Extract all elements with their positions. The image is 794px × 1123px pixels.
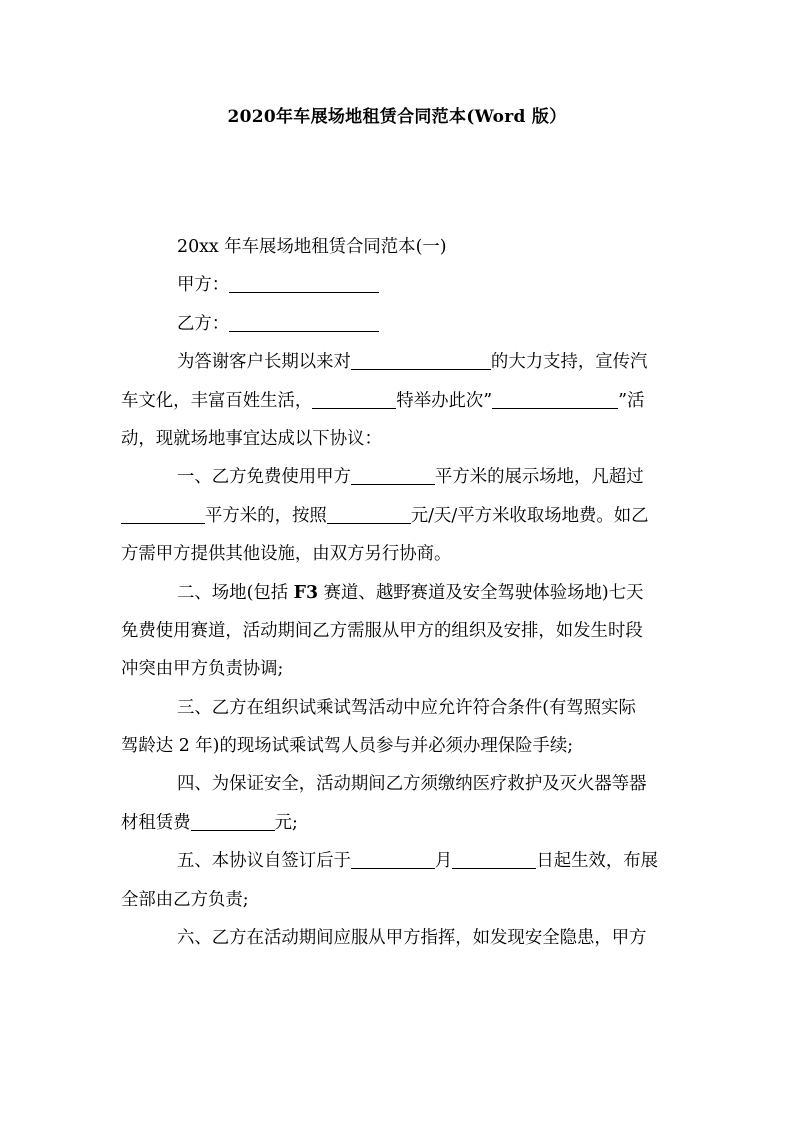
clause-3-line-2 xyxy=(121,727,675,765)
clause-6-line-1 xyxy=(121,919,675,957)
document-title: 2020年车展场地租赁合同范本(Word 版） xyxy=(227,107,567,127)
blank-field xyxy=(327,505,411,524)
blank-field xyxy=(121,505,205,524)
blank-field xyxy=(452,850,536,869)
clause-text: 方需甲方提供其他设施，由双方另行协商。 xyxy=(121,544,452,565)
clause-2-line-1 xyxy=(121,574,675,612)
clause-text: 平方米的展示场地，凡超过 xyxy=(434,467,644,488)
clause-text: 三、乙方在组织试乘试驾活动中应允许符合条件(有驾照实际 xyxy=(177,697,636,718)
blank-field xyxy=(351,850,435,869)
blank-field xyxy=(351,466,435,485)
clause-text: 材租赁费 xyxy=(121,812,191,833)
party-b-blank xyxy=(229,313,379,332)
clause-4-line-1 xyxy=(121,765,675,803)
clause-text: 赛道、越野赛道及安全驾驶体验场地)七天 xyxy=(318,582,644,603)
clause-text: 一、乙方免费使用甲方 xyxy=(177,467,351,488)
intro-text: 为答谢客户长期以来对 xyxy=(177,352,351,373)
blank-field xyxy=(312,390,396,409)
intro-line-1 xyxy=(121,343,675,381)
party-a-blank xyxy=(229,274,379,293)
clause-text: 日起生效，布展 xyxy=(536,851,659,872)
clause-text: 驾龄达 2 年)的现场试乘试驾人员参与并必须办理保险手续; xyxy=(121,736,574,757)
clause-text: 四、为保证安全，活动期间乙方须缴纳医疗救护及灭火器等器 xyxy=(177,774,647,795)
clause-5-line-1 xyxy=(121,842,675,880)
clause-text: 冲突由甲方负责协调; xyxy=(121,659,284,680)
clause-text: 二、场地(包括 xyxy=(177,582,294,603)
clause-text: 免费使用赛道，活动期间乙方需服从甲方的组织及安排，如发生时段 xyxy=(121,620,643,641)
party-a-label: 甲方： xyxy=(177,275,230,296)
clause-text: 元; xyxy=(274,812,298,833)
blank-field xyxy=(492,390,618,409)
clause-5-line-2 xyxy=(121,881,675,919)
subtitle-line xyxy=(121,228,675,266)
intro-text: 动，现就场地事宜达成以下协议： xyxy=(121,428,382,449)
intro-text: 车文化，丰富百姓生活， xyxy=(121,390,313,411)
blank-field xyxy=(351,351,491,370)
party-a-line xyxy=(121,266,675,304)
intro-line-3 xyxy=(121,420,675,458)
intro-line-2 xyxy=(121,382,675,420)
party-b-label: 乙方： xyxy=(177,313,230,334)
intro-text: 特举办此次” xyxy=(396,390,493,411)
clause-1-line-1 xyxy=(121,458,675,496)
clause-text: 五、本协议自签订后于 xyxy=(177,851,351,872)
clause-text: 平方米的，按照 xyxy=(205,505,327,526)
intro-text: 的大力支持，宣传汽 xyxy=(490,352,648,373)
clause-bold-text: F3 xyxy=(293,582,319,603)
clause-1-line-2 xyxy=(121,497,675,535)
clause-text: 六、乙方在活动期间应服从甲方指挥，如发现安全隐患，甲方 xyxy=(177,928,647,949)
clause-text: 元/天/平方米收取场地费。如乙 xyxy=(410,505,649,526)
subtitle: 20xx 年车展场地租赁合同范本(一) xyxy=(177,237,447,257)
clause-text: 月 xyxy=(434,851,453,872)
party-b-line xyxy=(121,305,675,343)
clause-2-line-2 xyxy=(121,612,675,650)
clause-3-line-1 xyxy=(121,689,675,727)
intro-text: ”活 xyxy=(618,390,645,411)
document-body xyxy=(121,228,675,957)
clause-2-line-3 xyxy=(121,650,675,688)
clause-4-line-2 xyxy=(121,804,675,842)
clause-1-line-3 xyxy=(121,535,675,573)
clause-text: 全部由乙方负责; xyxy=(121,889,249,910)
blank-field xyxy=(191,812,275,831)
